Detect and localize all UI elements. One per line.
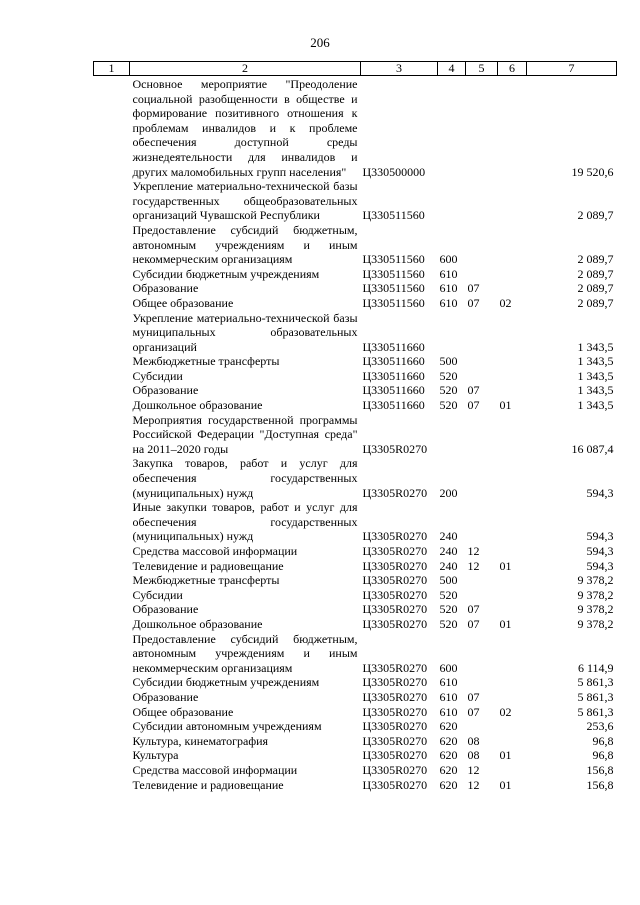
cell-amount: 594,3 [586,544,614,558]
table-row [94,602,617,617]
cell-name: Общее образование [132,704,234,719]
column-header-5: 5 [466,62,498,76]
cell-target-code: Ц3305R0270 [362,602,428,617]
cell-expense-type: 500 [439,354,458,369]
cell-name: Субсидии [132,368,183,383]
cell-section: 08 [467,733,480,748]
cell-index [94,354,130,369]
cell-target-code: Ц3305R0270 [362,675,428,690]
cell-expense-type: 520 [439,587,458,602]
cell-amount: 2 089,7 [577,281,614,296]
column-header-2: 2 [130,62,361,76]
cell-amount: 9 378,2 [577,616,614,631]
header-row [94,62,617,76]
table-body [94,76,617,793]
cell-target-code: Ц330511660 [362,368,425,383]
cell-target-code: Ц3305R0270 [362,733,428,748]
cell-expense-type: 610 [439,689,458,704]
cell-expense-type: 240 [439,544,458,558]
cell-subsection [498,763,527,778]
cell-amount: 2 089,7 [577,266,614,281]
cell-section [466,588,498,603]
cell-expense-type: 600 [439,660,458,675]
cell-name: Субсидии бюджетным учреждениям [132,266,320,281]
table-row [94,573,617,588]
table-row [94,76,617,180]
cell-amount: 9 378,2 [577,602,614,617]
cell-index [94,705,130,720]
cell-section [466,76,498,180]
cell-name: Предоставление субсидий бюджетным, автономным учреждениям и иным некоммерческим организациям [132,631,358,675]
cell-amount: 2 089,7 [577,208,614,223]
cell-expense-type [438,179,466,223]
cell-expense-type: 240 [439,558,458,573]
cell-subsection [498,383,527,398]
cell-expense-type: 240 [439,529,458,544]
cell-index [94,734,130,749]
cell-target-code: Ц3305R0270 [362,762,428,777]
cell-name: Межбюджетные трансферты [132,573,280,588]
cell-index [94,456,130,500]
cell-name: Основное мероприятие "Преодоление социальной разобщенности в обществе и формирование позитивного отношения к проблемам инвалидов и к проблеме обеспечения доступной среды жизнедеятельности для инвалидов и других маломобильных групп населения" [132,77,358,179]
table-row [94,369,617,384]
cell-target-code: Ц330511660 [362,339,425,354]
cell-target-code: Ц3305R0270 [362,558,428,573]
cell-subsection [498,281,527,296]
table-row [94,763,617,778]
cell-expense-type: 520 [439,383,458,398]
cell-index [94,778,130,793]
cell-subsection [498,456,527,500]
cell-amount: 16 087,4 [571,441,614,456]
cell-target-code: Ц330511560 [362,252,425,267]
cell-name: Субсидии бюджетным учреждениям [132,675,320,690]
cell-index [94,690,130,705]
cell-expense-type: 620 [439,719,458,734]
cell-target-code: Ц330511560 [362,295,425,310]
cell-target-code: Ц330511660 [362,354,425,369]
cell-target-code: Ц3305R0270 [362,573,428,588]
cell-section: 08 [467,748,480,763]
cell-section: 07 [467,704,480,719]
cell-target-code: Ц3305R0270 [362,660,428,675]
cell-section [466,573,498,588]
page-number: 206 [310,35,330,50]
cell-expense-type [438,311,466,355]
cell-amount: 6 114,9 [577,660,614,675]
table-row [94,690,617,705]
cell-index [94,500,130,544]
cell-section: 07 [467,689,480,704]
table-row [94,617,617,632]
cell-name: Дошкольное образование [132,398,263,413]
cell-section: 12 [467,777,480,792]
cell-index [94,383,130,398]
table-row [94,354,617,369]
cell-subsection [498,632,527,676]
cell-name: Укрепление материально-технической базы муниципальных образовательных организаций [132,310,358,354]
cell-target-code: Ц3305R0270 [362,441,428,456]
cell-target-code: Ц3305R0270 [362,544,428,558]
cell-section: 07 [467,616,480,631]
cell-section [466,719,498,734]
cell-name: Образование [132,689,199,704]
cell-expense-type: 520 [439,398,458,413]
cell-expense-type: 610 [439,675,458,690]
cell-section: 07 [467,398,480,413]
cell-section [466,456,498,500]
cell-section: 12 [467,558,480,573]
cell-expense-type: 620 [439,777,458,792]
cell-subsection: 02 [499,704,512,719]
column-header-6: 6 [498,62,527,76]
cell-expense-type: 610 [439,266,458,281]
cell-amount: 594,3 [586,485,614,500]
cell-subsection [498,76,527,180]
table-row [94,383,617,398]
column-header-4: 4 [438,62,466,76]
cell-expense-type: 610 [439,281,458,296]
cell-name: Мероприятия государственной программы Российской Федерации "Доступная среда" на 2011–2020 годы [132,412,358,456]
cell-expense-type: 500 [439,573,458,588]
cell-amount: 2 089,7 [577,252,614,267]
cell-target-code: Ц330511560 [362,266,425,281]
table-row [94,705,617,720]
cell-index [94,719,130,734]
cell-section [466,223,498,267]
cell-expense-type: 610 [439,295,458,310]
cell-subsection [498,544,527,559]
cell-index [94,267,130,282]
cell-section [466,354,498,369]
budget-table [93,61,617,792]
cell-section: 07 [467,383,480,398]
cell-name: Общее образование [132,295,234,310]
table-row [94,311,617,355]
cell-name: Субсидии [132,587,183,602]
cell-index [94,76,130,180]
cell-index [94,559,130,574]
cell-section [466,675,498,690]
cell-subsection [498,588,527,603]
cell-name: Образование [132,281,199,296]
table-row [94,544,617,559]
cell-subsection [498,354,527,369]
cell-name: Субсидии автономным учреждениям [132,719,322,734]
table-row [94,223,617,267]
cell-index [94,573,130,588]
cell-subsection [498,719,527,734]
cell-expense-type: 610 [439,704,458,719]
cell-index [94,311,130,355]
cell-target-code: Ц3305R0270 [362,485,428,500]
cell-section: 12 [467,762,480,777]
cell-expense-type: 520 [439,616,458,631]
cell-index [94,296,130,311]
cell-subsection [498,602,527,617]
cell-name: Культура [132,748,179,763]
cell-index [94,398,130,413]
table-row [94,267,617,282]
cell-subsection: 01 [499,558,512,573]
cell-amount: 1 343,5 [577,368,614,383]
cell-section [466,179,498,223]
cell-amount: 253,6 [586,719,614,734]
cell-subsection: 01 [499,748,512,763]
cell-index [94,281,130,296]
table-row [94,281,617,296]
cell-section: 07 [467,295,480,310]
cell-amount: 1 343,5 [577,354,614,369]
cell-target-code: Ц3305R0270 [362,616,428,631]
cell-index [94,369,130,384]
cell-amount: 96,8 [592,748,614,763]
cell-target-code: Ц330500000 [362,164,426,179]
cell-target-code: Ц3305R0270 [362,748,428,763]
cell-subsection [498,690,527,705]
cell-amount: 5 861,3 [577,689,614,704]
cell-expense-type: 620 [439,733,458,748]
table-row [94,588,617,603]
cell-expense-type: 600 [439,252,458,267]
table-row [94,179,617,223]
cell-target-code: Ц330511560 [362,281,425,296]
cell-name: Телевидение и радиовещание [132,558,284,573]
cell-name: Иные закупки товаров, работ и услуг для обеспечения государственных (муниципальных) нужд [132,500,358,544]
cell-subsection [498,223,527,267]
cell-amount: 9 378,2 [577,573,614,588]
cell-expense-type: 620 [439,748,458,763]
cell-subsection [498,675,527,690]
column-header-7: 7 [527,62,617,76]
cell-amount: 5 861,3 [577,675,614,690]
cell-target-code: Ц330511560 [362,208,425,223]
cell-index [94,588,130,603]
cell-name: Культура, кинематография [132,733,269,748]
cell-name: Средства массовой информации [132,762,298,777]
cell-target-code: Ц3305R0270 [362,689,428,704]
cell-section [466,267,498,282]
cell-name: Образование [132,383,199,398]
cell-name: Средства массовой информации [132,544,298,558]
cell-index [94,602,130,617]
cell-amount: 156,8 [586,777,614,792]
cell-index [94,748,130,763]
cell-section [466,311,498,355]
cell-subsection [498,734,527,749]
column-header-1: 1 [94,62,130,76]
column-header-3: 3 [361,62,438,76]
table-row [94,559,617,574]
cell-section: 07 [467,281,480,296]
cell-section [466,632,498,676]
cell-expense-type: 520 [439,602,458,617]
table-row [94,675,617,690]
cell-name: Образование [132,602,199,617]
cell-subsection: 01 [499,777,512,792]
cell-subsection: 01 [499,616,512,631]
cell-target-code: Ц330511660 [362,383,425,398]
cell-amount: 594,3 [586,558,614,573]
cell-amount: 5 861,3 [577,704,614,719]
cell-subsection: 02 [499,295,512,310]
cell-name: Телевидение и радиовещание [132,777,284,792]
cell-target-code: Ц3305R0270 [362,719,428,734]
cell-subsection [498,573,527,588]
cell-index [94,223,130,267]
cell-amount: 2 089,7 [577,295,614,310]
table-row [94,413,617,457]
cell-amount: 1 343,5 [577,383,614,398]
cell-amount: 9 378,2 [577,587,614,602]
cell-name: Межбюджетные трансферты [132,354,280,369]
cell-target-code: Ц3305R0270 [362,529,428,544]
table-header [94,62,617,76]
cell-expense-type: 620 [439,762,458,777]
cell-amount: 19 520,6 [571,164,614,179]
table-row [94,748,617,763]
cell-index [94,544,130,559]
table-row [94,719,617,734]
cell-subsection: 01 [499,398,512,413]
cell-subsection [498,500,527,544]
cell-target-code: Ц3305R0270 [362,704,428,719]
cell-expense-type [438,76,466,180]
cell-index [94,617,130,632]
cell-section [466,369,498,384]
cell-subsection [498,179,527,223]
cell-expense-type: 520 [439,368,458,383]
cell-index [94,179,130,223]
cell-section: 12 [467,544,480,558]
table-row [94,398,617,413]
cell-amount: 1 343,5 [577,339,614,354]
cell-subsection [498,369,527,384]
table-row [94,632,617,676]
cell-amount: 594,3 [586,529,614,544]
table-row [94,778,617,793]
cell-name: Укрепление материально-технической базы государственных общеобразовательных организаций Чувашской Республики [132,179,358,223]
cell-name: Предоставление субсидий бюджетным, автономным учреждениям и иным некоммерческим организациям [132,222,358,267]
cell-index [94,675,130,690]
cell-subsection [498,311,527,355]
cell-name: Закупка товаров, работ и услуг для обеспечения государственных (муниципальных) нужд [132,456,358,500]
cell-section [466,500,498,544]
cell-target-code: Ц330511660 [362,398,425,413]
cell-index [94,763,130,778]
cell-amount: 1 343,5 [577,398,614,413]
cell-expense-type [438,413,466,457]
cell-index [94,413,130,457]
cell-target-code: Ц3305R0270 [362,587,428,602]
table-row [94,296,617,311]
cell-amount: 156,8 [586,762,614,777]
cell-subsection [498,413,527,457]
cell-section [466,413,498,457]
cell-name: Дошкольное образование [132,616,263,631]
table-row [94,456,617,500]
cell-target-code: Ц3305R0270 [362,777,428,792]
cell-index [94,632,130,676]
cell-expense-type: 200 [439,485,458,500]
table-row [94,500,617,544]
cell-subsection [498,267,527,282]
cell-section: 07 [467,602,480,617]
table-row [94,734,617,749]
cell-amount: 96,8 [592,733,614,748]
